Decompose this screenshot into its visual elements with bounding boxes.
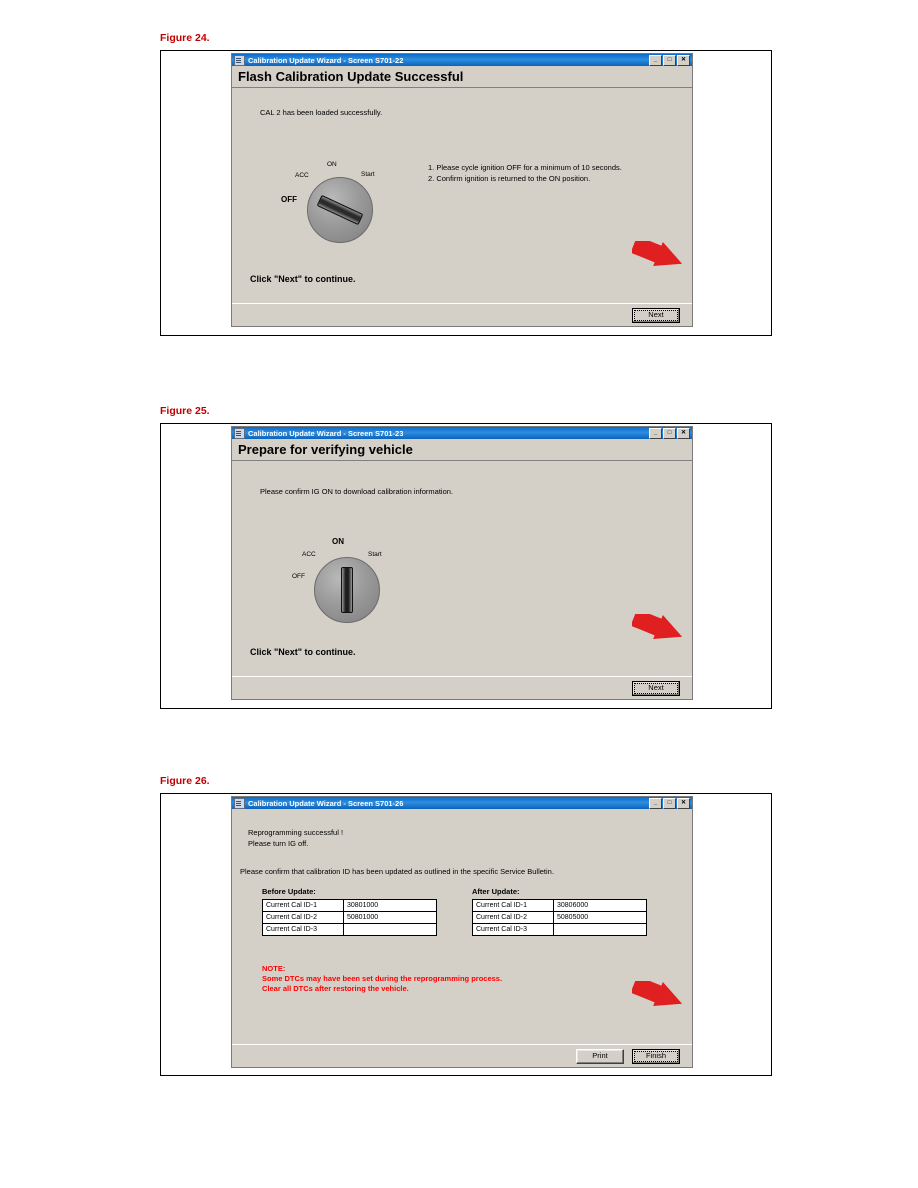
dial-label-on: ON [332,537,344,546]
window-title-bar [232,427,692,439]
ignition-key-slot [341,567,353,613]
after-update-group [472,887,647,936]
table-row [473,900,647,912]
window-title-text: Calibration Update Wizard - Screen S701-23 [248,428,404,438]
cell-value: 50801000 [344,912,437,924]
button-strip [232,1044,692,1067]
window-controls [649,55,690,66]
next-button[interactable]: Next [632,681,680,696]
note-line-2: Some DTCs may have been set during the reprogramming process. [262,974,503,984]
ignition-key-slot [317,195,364,225]
window-title-text: Calibration Update Wizard - Screen S701-26 [248,798,404,808]
figure-26-block [0,775,918,1076]
cell-label: Current Cal ID-3 [473,924,554,936]
figure-24-block [0,32,918,336]
window-body [232,439,692,699]
window-controls [649,798,690,809]
window-title-bar [232,797,692,809]
before-update-group [262,887,437,936]
dial-label-start: Start [361,171,375,178]
red-arrow-annotation [632,241,686,275]
minimize-button[interactable]: _ [649,798,662,809]
button-strip [232,676,692,699]
figure-25-frame [160,423,772,709]
cell-value [554,924,647,936]
cell-label: Current Cal ID-1 [473,900,554,912]
table-row [473,912,647,924]
result-message-line-2: Please turn IG off. [248,839,309,849]
finish-button[interactable]: Finish [632,1049,680,1064]
table-row [473,924,647,936]
figure-25-caption: Figure 25. [160,405,210,417]
red-arrow-annotation [632,614,686,648]
dial-label-acc: ACC [302,551,316,558]
before-update-table [262,899,437,936]
cell-label: Current Cal ID-1 [263,900,344,912]
window-title-bar [232,54,692,66]
maximize-button[interactable]: □ [663,798,676,809]
status-message: CAL 2 has been loaded successfully. [260,108,383,117]
instruction-list [428,163,622,185]
window-body [232,809,692,1067]
close-button[interactable]: ✕ [677,55,690,66]
minimize-button[interactable]: _ [649,428,662,439]
window-app-icon [234,55,245,66]
figure-26-caption: Figure 26. [160,775,210,787]
dial-label-start: Start [368,551,382,558]
ignition-dial-on [288,535,408,631]
window-app-icon [234,798,245,809]
dial-label-off: OFF [281,195,297,204]
after-update-title: After Update: [472,887,520,896]
table-row [263,924,437,936]
cell-value: 30806000 [554,900,647,912]
calibration-wizard-window-s701-22 [231,53,693,327]
instruction-line-1: 1. Please cycle ignition OFF for a minimum of 10 seconds. [428,163,622,172]
calibration-wizard-window-s701-26 [231,796,693,1068]
ignition-dial-body [307,177,373,243]
dtc-note [262,964,502,994]
before-update-title: Before Update: [262,887,316,896]
window-controls [649,428,690,439]
window-title-text: Calibration Update Wizard - Screen S701-22 [248,55,404,65]
button-strip [232,303,692,326]
cell-value: 50805000 [554,912,647,924]
table-row [263,912,437,924]
note-line-3: Clear all DTCs after restoring the vehicle. [262,984,409,994]
cell-value: 30801000 [344,900,437,912]
status-message: Please confirm IG ON to download calibration information. [260,487,454,496]
click-next-text: Click "Next" to continue. [250,274,356,284]
next-button[interactable]: Next [632,308,680,323]
red-arrow-annotation [632,981,686,1015]
close-button[interactable]: ✕ [677,428,690,439]
figure-25-block [0,405,918,709]
after-update-table [472,899,647,936]
window-app-icon [234,428,245,439]
cell-label: Current Cal ID-2 [473,912,554,924]
maximize-button[interactable]: □ [663,55,676,66]
ignition-dial-off [281,159,401,249]
cell-label: Current Cal ID-3 [263,924,344,936]
note-line-1: NOTE: [262,964,286,973]
ignition-dial-body [314,557,380,623]
close-button[interactable]: ✕ [677,798,690,809]
table-row [263,900,437,912]
figure-24-frame [160,50,772,336]
window-body [232,66,692,326]
page-title: Flash Calibration Update Successful [232,66,692,88]
minimize-button[interactable]: _ [649,55,662,66]
page-title: Prepare for verifying vehicle [232,439,692,461]
dial-label-off: OFF [292,573,305,580]
dial-label-on: ON [327,161,337,168]
figure-24-caption: Figure 24. [160,32,210,44]
cell-label: Current Cal ID-2 [263,912,344,924]
cell-value [344,924,437,936]
dial-label-acc: ACC [295,172,309,179]
figure-26-frame [160,793,772,1076]
result-message [248,827,343,850]
result-message-line-1: Reprogramming successful ! [248,828,344,837]
click-next-text: Click "Next" to continue. [250,647,356,657]
print-button[interactable]: Print [576,1049,624,1064]
instruction-line-2: 2. Confirm ignition is returned to the ON position. [428,173,591,183]
confirm-text: Please confirm that calibration ID has been updated as outlined in the specific Service Bulletin. [240,867,554,876]
maximize-button[interactable]: □ [663,428,676,439]
calibration-wizard-window-s701-23 [231,426,693,700]
